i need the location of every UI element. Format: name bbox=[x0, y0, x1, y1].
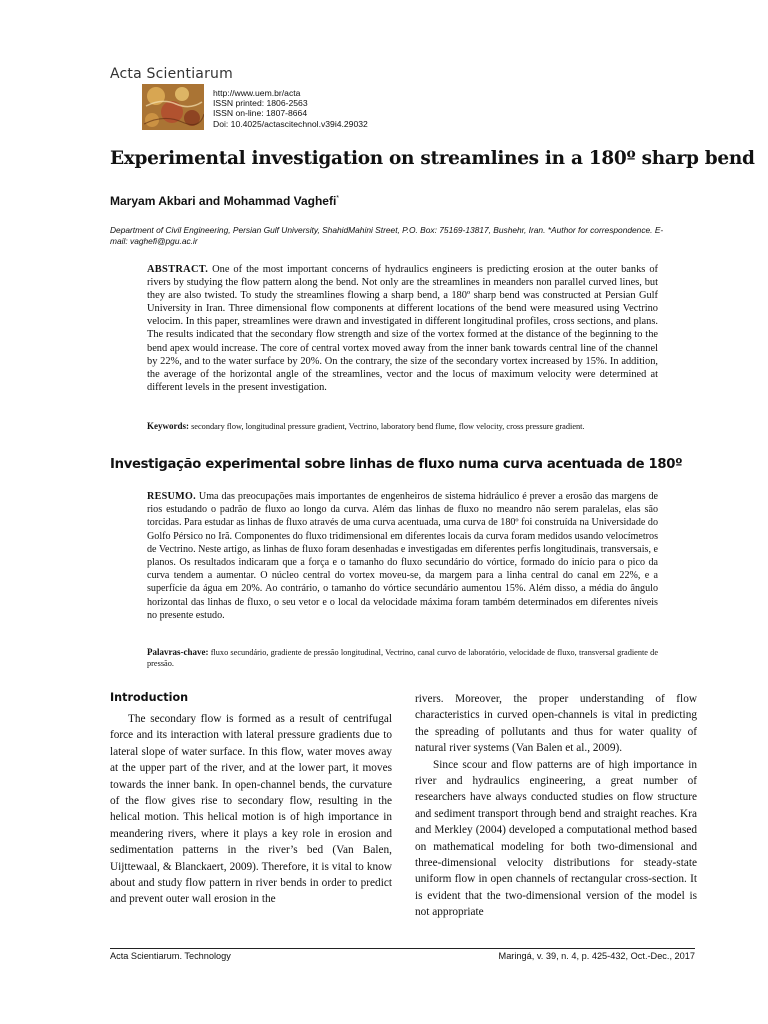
journal-logo-image bbox=[142, 84, 204, 130]
keywords bbox=[147, 421, 658, 432]
affiliation: Department of Civil Engineering, Persian Gulf University, ShahidMahini Street, P.O. Box: 75169-13817, Bushehr, Iran. *Author for correspondence. E-mail: vaghefi@pgu.ac.ir bbox=[110, 225, 664, 246]
issn-printed: ISSN printed: 1806-2563 bbox=[213, 98, 308, 109]
author-names: Maryam Akbari and Mohammad Vaghefi bbox=[110, 194, 337, 208]
journal-meta bbox=[213, 88, 368, 129]
palavras-chave bbox=[147, 647, 658, 669]
palavras-chave-text: fluxo secundário, gradiente de pressão longitudinal, Vectrino, canal curvo de laboratório, velocidade de fluxo, transversal gradiente de pressão. bbox=[147, 648, 659, 668]
body-paragraph: The secondary flow is formed as a result of centrifugal force and its interaction with lateral pressure gradients due to lateral slope of water surface. In this flow, water moves away at the upper part of the river, and at the lower part, it moves towards the inner bank. In open-channel bends, the curvature of the flow gives rise to secondary flow, resulting in the helical motion. This helical motion is of high importance in meandering rivers, where it plays a key role in erosion and sedimentation patterns in the river’s bed (Van Balen, Uijttewaal, & Blanckaert, 2009). Therefore, it is vital to know about and study flow pattern in river bends in order to predict and prevent outer wall erosion in the bbox=[110, 713, 392, 906]
abstract-text: One of the most important concerns of hydraulics engineers is predicting erosion at the outer banks of rivers by studying the flow pattern along the bend. Not only are the streamlines in meanders non parallel curved lines, but they are also twisted. To study the streamlines flowing a sharp bend, a 180º sharp bend was constructed at Persian Gulf University in Iran. Three dimensional flow components at different locations of the bend were measured using Vectrino velocim. In this paper, streamlines were drawn and investigated in different longitudinal profiles, cross sections, and plans. The results indicated that the secondary flow strength and size of the vortex formed at the distance of the beginning to the bend apex would increase. The core of central vortex moved away from the inner bank towards central line of the channel by 22%, and to the water surface by 20%. On the contrary, the size of the secondary vortex increased by 15%. In addition, the average of the horizontal angle of the streamlines, vector and the locus of maximum velocity were determined at different levels in the present investigation. bbox=[147, 264, 658, 393]
article-title: Experimental investigation on streamlines in a 180º sharp bend bbox=[110, 148, 755, 169]
keywords-label: Keywords: bbox=[147, 421, 189, 431]
body-paragraph: Since scour and flow patterns are of high importance in river and hydraulics engineering, a great number of researchers have always conducted studies on flow structure and sediment transport through bend and straight reaches. Kra and Merkley (2004) developed a computational method based on mathematical modeling for both two-dimensional and three-dimensional velocity distributions for steady-state uniform flow in open channels of rectangular cross-section. It is evident that the two-dimensional version of the model is not appropriate bbox=[415, 758, 697, 919]
author-mark: * bbox=[336, 195, 340, 202]
footer-divider bbox=[110, 948, 695, 949]
journal-name: Acta Scientiarum bbox=[110, 66, 233, 82]
footer-citation: Maringá, v. 39, n. 4, p. 425-432, Oct.-Dec., 2017 bbox=[498, 951, 695, 961]
keywords-text: secondary flow, longitudinal pressure gradient, Vectrino, laboratory bend flume, flow velocity, cross pressure gradient. bbox=[191, 422, 585, 431]
issn-online: ISSN on-line: 1807-8664 bbox=[213, 108, 308, 119]
introduction-heading: Introduction bbox=[110, 691, 189, 704]
abstract bbox=[147, 263, 658, 394]
body-paragraph: rivers. Moreover, the proper understanding of flow characteristics in curved open-channels is vital in predicting the spreading of pollutants and thus for water quality of natural river systems (Van Balen et al., 2009). bbox=[415, 693, 697, 755]
portuguese-title: Investigação experimental sobre linhas de fluxo numa curva acentuada de 180º bbox=[110, 457, 683, 472]
resumo bbox=[147, 490, 658, 622]
abstract-label: ABSTRACT. bbox=[147, 264, 209, 275]
body-column-right bbox=[415, 691, 697, 921]
journal-url[interactable]: http://www.uem.br/acta bbox=[213, 88, 301, 98]
authors bbox=[110, 194, 339, 208]
journal-logo-picture bbox=[142, 84, 204, 130]
doi[interactable]: Doi: 10.4025/actascitechnol.v39i4.29032 bbox=[213, 118, 368, 129]
palavras-chave-label: Palavras-chave: bbox=[147, 647, 209, 657]
body-column-left bbox=[110, 711, 392, 908]
footer-journal: Acta Scientiarum. Technology bbox=[110, 951, 231, 961]
resumo-label: RESUMO. bbox=[147, 491, 196, 502]
resumo-text: Uma das preocupações mais importantes de engenheiros de sistema hidráulico é prever a erosão das margens de rios estudando o padrão de fluxo ao longo da curva. Além das linhas de fluxo no meandro não serem paralelas, elas são torcidas. Para estudar as linhas de fluxo através de uma curva acentuada, uma curva de 180º foi construída na Universidade do Golfo Pérsico no Irã. Componentes do fluxo tridimensional em diferentes locais da curva foram medidos usando velocímetros de Vectrino. Neste artigo, as linhas de fluxo foram desenhadas e investigadas em diferentes perfis longitudinais, transversais, e planos. Os resultados indicaram que a força e o tamanho do fluxo secundário do vórtice, formado do início para o pico da curva tendem a aumentar. O núcleo central do vortex moveu-se, da margem para a linha central do canal em 22%, e a superfície da água em 20%. Ao contrário, o tamanho do vórtice secundário aumentou 15%. Além disso, a média do ângulo horizontal das linhas de fluxo, o seu vetor e o local da velocidade máxima foram também determinados em diferentes níveis no presente estudo. bbox=[147, 491, 658, 621]
